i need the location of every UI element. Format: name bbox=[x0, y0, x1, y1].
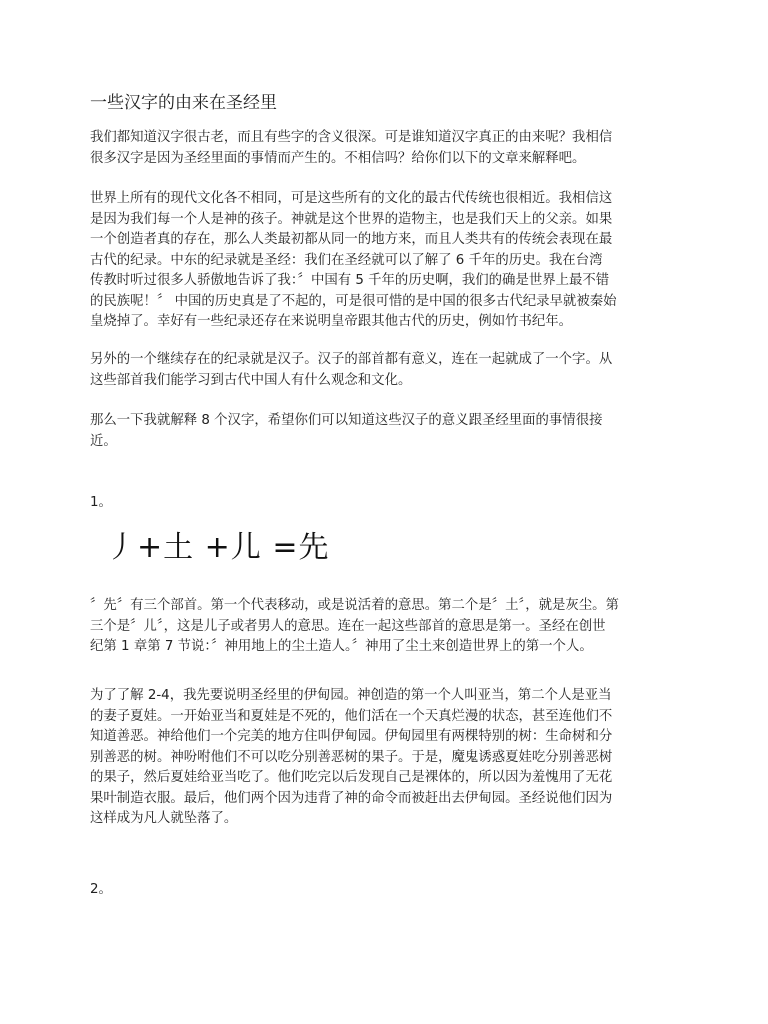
text-line: 是因为我们每一个人是神的孩子。神就是这个世界的造物主，也是我们天上的父亲。如果 bbox=[90, 211, 613, 227]
eden-paragraph bbox=[90, 686, 680, 830]
text-line: 近。 bbox=[90, 433, 117, 449]
text-line: 很多汉字是因为圣经里面的事情而产生的。不相信吗？给你们以下的文章来解释吧。 bbox=[90, 150, 586, 166]
text-line: 那么一下我就解释 8 个汉字，希望你们可以知道这些汉子的意义跟圣经里面的事情很接 bbox=[90, 413, 603, 428]
text-line: 另外的一个继续存在的纪录就是汉子。汉子的部首都有意义，连在一起就成了一个字。从 bbox=[90, 352, 613, 367]
text-line: 传教时听过很多人骄傲地告诉了我：〞中国有 5 千年的历史啊，我们的确是世界上最不错 bbox=[90, 273, 610, 288]
text-line: 三个是〞儿〞，这是儿子或者男人的意思。连在一起这些部首的意思是第一。圣经在创世 bbox=[90, 618, 606, 634]
explain-paragraph bbox=[90, 411, 680, 452]
document-title: 一些汉字的由来在圣经里 bbox=[90, 93, 277, 113]
text-line: 别善恶的树。神吩咐他们不可以吃分别善恶树的果子。于是，魔鬼诱惑夏娃吃分别善恶树 bbox=[90, 749, 613, 765]
text-line: 的妻子夏娃。一开始亚当和夏娃是不死的，他们活在一个天真烂漫的状态，甚至连他们不 bbox=[90, 708, 613, 724]
text-line: 为了了解 2-4，我先要说明圣经里的伊甸园。神创造的第一个人叫亚当，第二个人是亚当 bbox=[90, 688, 612, 703]
text-line: 这样成为凡人就坠落了。 bbox=[90, 811, 238, 826]
section-number-1: 1。 bbox=[90, 495, 112, 510]
text-line: 世界上所有的现代文化各不相同，可是这些所有的文化的最古代传统也很相近。我相信这 bbox=[90, 191, 613, 206]
culture-paragraph bbox=[90, 189, 680, 333]
text-line: 纪第 1 章第 7 节说：〞神用地上的尘土造人。〞神用了尘土来创造世界上的第一个人。 bbox=[90, 639, 593, 654]
character-equation: 丿+土 +儿 =先 bbox=[106, 530, 330, 565]
radicals-paragraph bbox=[90, 350, 680, 391]
text-line: 〞先〞有三个部首。第一个代表移动，或是说活着的意思。第二个是〞土〞，就是灰尘。第 bbox=[90, 598, 619, 613]
text-line: 我们都知道汉字很古老，而且有些字的含义很深。可是谁知道汉字真正的由来呢？我相信 bbox=[90, 130, 613, 145]
text-line: 的民族呢！〞 中国的历史真是了不起的，可是很可惜的是中国的很多古代纪录早就被秦始 bbox=[90, 293, 617, 309]
section1-paragraph bbox=[90, 596, 680, 658]
section-number-2: 2。 bbox=[90, 882, 112, 897]
text-line: 知道善恶。神给他们一个完美的地方住叫伊甸园。伊甸园里有两棵特别的树：生命树和分 bbox=[90, 729, 613, 744]
text-line: 这些部首我们能学习到古代中国人有什么观念和文化。 bbox=[90, 372, 412, 388]
text-line: 的果子，然后夏娃给亚当吃了。他们吃完以后发现自己是裸体的，所以因为羞愧用了无花 bbox=[90, 770, 613, 785]
intro-paragraph bbox=[90, 128, 680, 169]
text-line: 古代的纪录。中东的纪录就是圣经：我们在圣经就可以了解了 6 千年的历史。我在台湾 bbox=[90, 252, 603, 268]
text-line: 皇烧掉了。幸好有一些纪录还存在来说明皇帝跟其他古代的历史，例如竹书纪年。 bbox=[90, 314, 573, 329]
text-line: 一个创造者真的存在，那么人类最初都从同一的地方来，而且人类共有的传统会表现在最 bbox=[90, 232, 613, 247]
text-line: 果叶制造衣服。最后，他们两个因为违背了神的命令而被赶出去伊甸园。圣经说他们因为 bbox=[90, 790, 613, 806]
